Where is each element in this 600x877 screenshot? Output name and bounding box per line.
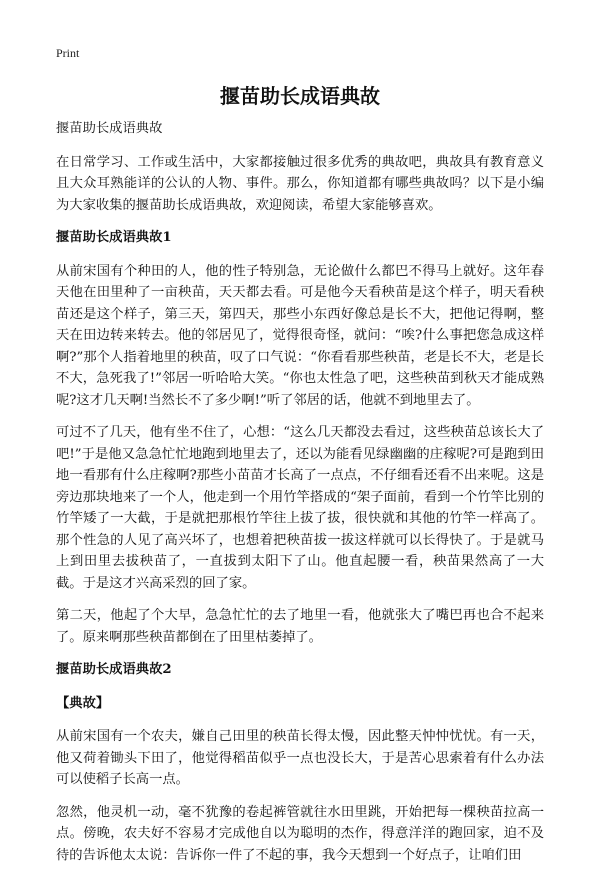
document-subtitle: 揠苗助长成语典故 — [56, 121, 163, 136]
section-1-paragraph: 可过不了几天，他有坐不住了，心想：“这么几天都没去看过，这些秧苗总该长大了吧!”于是他又急急忙忙地跑到地里去了，还以为能看见绿幽幽的庄稼呢?可是跑到田地一看那有什么庄稼啊?那些小苗苗才长高了一点点，不仔细看还看不出来呢。这是旁边那块地来了一个人，他走到一个用竹竿搭成的“架子面前，看到一个竹竿比别的竹竿矮了一大截，于是就把那根竹竿往上拔了拔，很快就和其他的竹竿一样高了。那个性急的人见了高兴坏了，也想着把秧苗拔一拔这样就可以长得快了。于是就马上到田里去拔秧苗了，一直拔到太阳下了山。他直起腰一看，秧苗果然高了一大截。于是这才兴高采烈的回了家。 — [56, 425, 544, 591]
section-2-paragraph: 忽然，他灵机一动，毫不犹豫的卷起裤管就往水田里跳，开始把每一棵秧苗拉高一点。傍晚，农夫好不容易才完成他自以为聪明的杰作，得意洋洋的跑回家，迫不及待的告诉他太太说：告诉你一件了不起的事，我今天想到一个好点子，让咱们田 — [56, 804, 544, 863]
intro-paragraph: 在日常学习、工作或生活中，大家都接触过很多优秀的典故吧，典故具有教育意义且大众耳熟能详的公认的人物、事件。那么，你知道都有哪些典故吗？以下是小编为大家收集的揠苗助长成语典故，欢迎阅读，希望大家能够喜欢。 — [56, 154, 544, 213]
section-1-heading: 揠苗助长成语典故1 — [56, 230, 172, 245]
print-link[interactable]: Print — [56, 46, 80, 60]
section-1-paragraph: 第二天，他起了个大早，急急忙忙的去了地里一看，他就张大了嘴巴再也合不起来了。原来啊那些秧苗都倒在了田里枯萎掉了。 — [56, 608, 544, 645]
section-2-paragraph: 从前宋国有一个农夫，嫌自己田里的秧苗长得太慢，因此整天忡忡忧忧。有一天，他又荷着锄头下田了，他觉得稻苗似乎一点也没长大，于是苦心思索着有什么办法可以使稻子长高一点。 — [56, 729, 544, 787]
section-1-paragraph: 从前宋国有个种田的人，他的性子特别急，无论做什么都巴不得马上就好。这年春天他在田里种了一亩秧苗，天天都去看。可是他今天看秧苗是这个样子，明天看秧苗还是这个样子，第三天，第四天，那些小东西好像总是长不大，把他记得啊，整天在田边转来转去。他的邻居见了，觉得很奇怪，就问：“唉?什么事把您急成这样啊?”那个人指着地里的秧苗，叹了口气说：“你看看那些秧苗，老是长不大，老是长不大，急死我了!”邻居一听哈哈大笑。“你也太性急了吧，这些秧苗到秋天才能成熟呢?这才几天啊!当然长不了多少啊!”听了邻居的话，他就不到地里去了。 — [56, 263, 544, 408]
document-body — [56, 118, 544, 877]
section-2-heading: 揠苗助长成语典故2 — [56, 662, 172, 677]
document-title: 揠苗助长成语典故 — [220, 84, 380, 108]
section-2-subheading: 【典故】 — [56, 695, 110, 711]
